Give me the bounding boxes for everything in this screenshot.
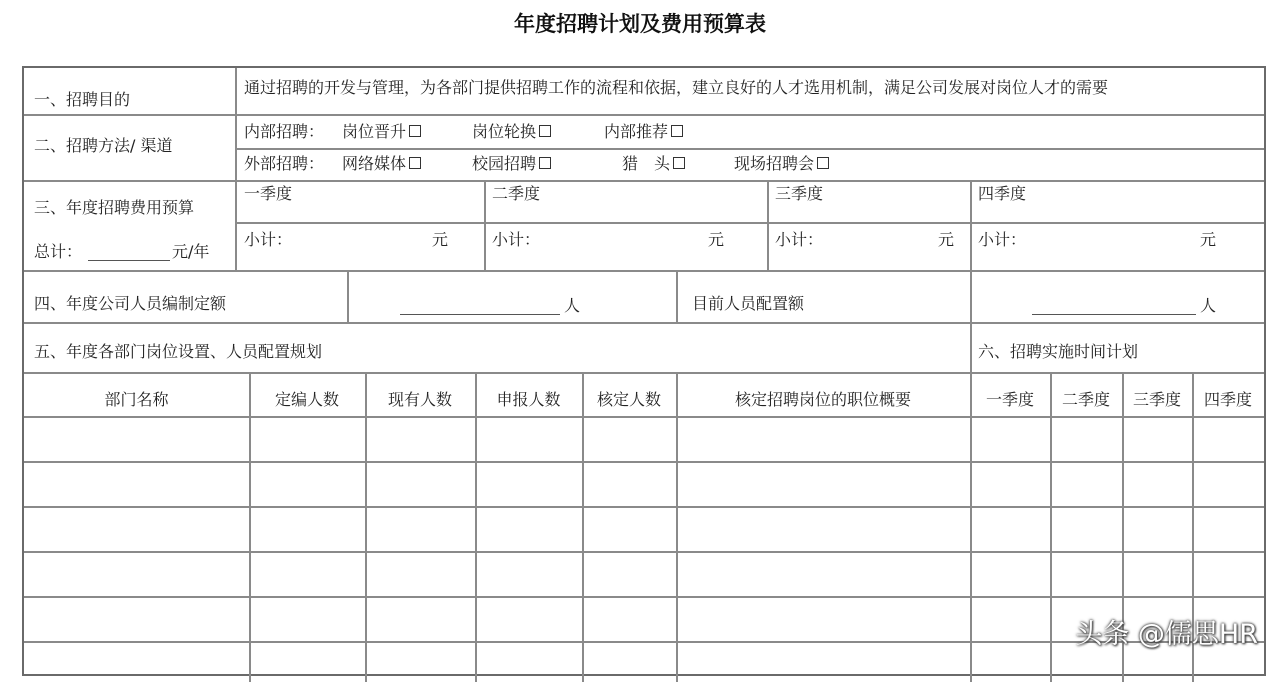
budget-label: 三、年度招聘费用预算 xyxy=(34,198,195,217)
col-divider xyxy=(249,372,251,682)
headcount-quota-blank[interactable] xyxy=(400,314,560,315)
subtotal-unit: 元 xyxy=(1200,230,1217,249)
checkbox[interactable] xyxy=(671,125,683,137)
quarter-1-label: 一季度 xyxy=(244,184,293,203)
option-label: 猎 头 xyxy=(622,154,671,173)
headcount-quota-label: 四、年度公司人员编制定额 xyxy=(34,294,227,313)
col-divider xyxy=(1050,372,1052,682)
row-divider xyxy=(24,322,1264,324)
quarter-3-label: 三季度 xyxy=(775,184,824,203)
purpose-label: 一、招聘目的 xyxy=(34,90,131,109)
external-option-job-fair[interactable] xyxy=(734,154,829,174)
col-divider xyxy=(365,372,367,682)
internal-option-promotion[interactable] xyxy=(342,122,421,142)
option-label: 校园招聘 xyxy=(472,154,537,173)
quarter-2-label: 二季度 xyxy=(492,184,541,203)
external-option-campus[interactable] xyxy=(472,154,551,174)
row-divider xyxy=(24,551,1264,553)
col-header-q3: 三季度 xyxy=(1132,390,1181,409)
col-header-q4: 四季度 xyxy=(1203,390,1252,409)
subtotal-label: 小计： xyxy=(244,230,293,249)
col-divider xyxy=(970,322,972,372)
col-header-summary: 核定招聘岗位的职位概要 xyxy=(734,390,911,409)
option-label: 内部推荐 xyxy=(604,122,669,141)
current-staff-blank[interactable] xyxy=(1032,314,1196,315)
internal-recruit-label: 内部招聘： xyxy=(244,122,325,141)
col-divider xyxy=(475,372,477,682)
watermark: 头条 @儒思HR xyxy=(1075,619,1258,650)
col-divider xyxy=(582,372,584,682)
total-unit: 元/年 xyxy=(172,242,210,261)
checkbox[interactable] xyxy=(409,157,421,169)
row-divider xyxy=(24,461,1264,463)
col-divider xyxy=(970,180,972,270)
row-divider xyxy=(24,506,1264,508)
col-divider xyxy=(484,180,486,270)
headcount-quota-unit: 人 xyxy=(564,296,581,315)
col-header-q1: 一季度 xyxy=(985,390,1034,409)
row-divider xyxy=(236,222,1264,224)
form-title: 年度招聘计划及费用预算表 xyxy=(514,12,766,36)
internal-option-referral[interactable] xyxy=(604,122,683,142)
checkbox[interactable] xyxy=(539,157,551,169)
method-label: 二、招聘方法/ 渠道 xyxy=(34,136,173,155)
option-label: 网络媒体 xyxy=(342,154,407,173)
dept-planning-label: 五、年度各部门岗位设置、人员配置规划 xyxy=(34,342,323,361)
external-recruit-label: 外部招聘： xyxy=(244,154,325,173)
row-divider xyxy=(24,114,1264,116)
col-divider xyxy=(347,270,349,322)
subtotal-unit: 元 xyxy=(938,230,955,249)
total-prefix: 总计： xyxy=(34,242,83,261)
col-header-q2: 二季度 xyxy=(1061,390,1110,409)
col-divider xyxy=(235,68,237,270)
row-divider xyxy=(24,416,1264,418)
subtotal-unit: 元 xyxy=(708,230,725,249)
total-blank[interactable] xyxy=(88,260,170,261)
checkbox[interactable] xyxy=(673,157,685,169)
col-divider xyxy=(970,270,972,322)
budget-form xyxy=(22,66,1266,676)
row-divider xyxy=(24,270,1264,272)
quarter-4-label: 四季度 xyxy=(978,184,1027,203)
subtotal-label: 小计： xyxy=(492,230,541,249)
row-divider xyxy=(24,596,1264,598)
row-divider xyxy=(236,148,1264,150)
subtotal-label: 小计： xyxy=(775,230,824,249)
col-header-dept: 部门名称 xyxy=(104,390,169,409)
col-header-approved: 核定人数 xyxy=(596,390,661,409)
option-label: 岗位晋升 xyxy=(342,122,407,141)
current-staff-label: 目前人员配置额 xyxy=(692,294,805,313)
col-divider xyxy=(676,372,678,682)
col-divider xyxy=(676,270,678,322)
purpose-content: 通过招聘的开发与管理，为各部门提供招聘工作的流程和依据，建立良好的人才选用机制，满足公司发展对岗位人才的需要 xyxy=(244,78,1109,97)
subtotal-unit: 元 xyxy=(432,230,449,249)
col-header-current: 现有人数 xyxy=(387,390,452,409)
option-label: 岗位轮换 xyxy=(472,122,537,141)
col-divider xyxy=(970,372,972,682)
checkbox[interactable] xyxy=(539,125,551,137)
col-header-quota: 定编人数 xyxy=(274,390,339,409)
checkbox[interactable] xyxy=(817,157,829,169)
row-divider xyxy=(24,180,1264,182)
col-header-requested: 申报人数 xyxy=(496,390,561,409)
checkbox[interactable] xyxy=(409,125,421,137)
col-divider xyxy=(767,180,769,270)
external-option-headhunter[interactable] xyxy=(622,154,685,174)
subtotal-label: 小计： xyxy=(978,230,1027,249)
timeline-label: 六、招聘实施时间计划 xyxy=(978,342,1139,361)
option-label: 现场招聘会 xyxy=(734,154,815,173)
internal-option-rotation[interactable] xyxy=(472,122,551,142)
external-option-online[interactable] xyxy=(342,154,421,174)
current-staff-unit: 人 xyxy=(1200,296,1217,315)
row-divider xyxy=(24,372,1264,374)
